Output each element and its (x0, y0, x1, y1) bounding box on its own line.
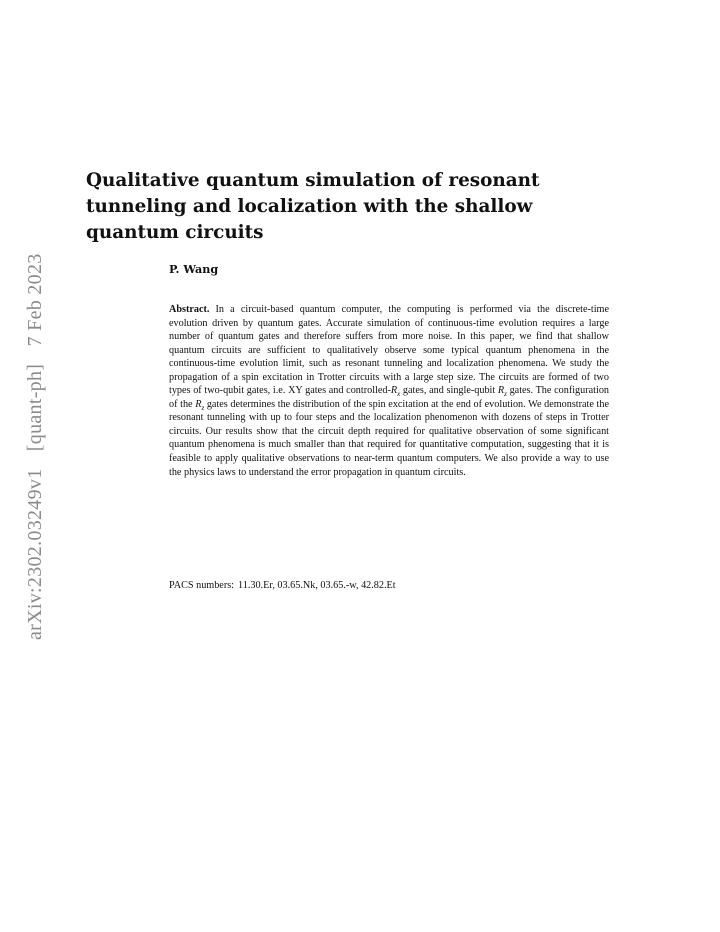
gate-rz-symbol: R (497, 385, 505, 397)
gate-rz-symbol-2: R (195, 398, 202, 410)
gate-rz-subscript: z (504, 390, 507, 399)
abstract-text-1: In a circuit-based quantum computer, the computing is performed via the discrete-time evolution driven by quantum gates. Accurate simulation of continuous-time evolution requires a large number of quantum gates and therefore suffers from more noise. In this paper, we find that shallow quantum circuits are sufficient to qualitatively observe some typical quantum phenomena in the continuous-time evolution limit, such as resonant tunneling and localization phenomena. We study the propagation of a spin excitation in Trotter circuits with a large step size. The circuits are formed of two types of two-qubit gates, i.e. XY gates and controlled- (169, 304, 609, 397)
gate-rx-subscript: x (397, 390, 401, 399)
gate-rx-symbol: R (390, 385, 398, 397)
abstract (169, 303, 609, 479)
arxiv-id: arXiv:2302.03249v1 (24, 468, 46, 640)
abstract-label: Abstract. (169, 304, 210, 315)
paper-author: P. Wang (169, 262, 219, 276)
abstract-text-3: gates. The configuration of the (169, 385, 610, 410)
pacs-label: PACS numbers: (169, 580, 235, 591)
abstract-text-2: gates, and single-qubit (400, 385, 498, 397)
arxiv-date: 7 Feb 2023 (24, 253, 46, 347)
abstract-text-4: gates determines the distribution of the spin excitation at the end of evolution. We demonstrate the resonant tunneling with up to four steps and the localization phenomenon with dozens of steps in Trotter circuits. Our results show that the circuit depth required for qualitative observation of some significant quantum phenomena is much smaller than that required for quantitative computation, suggesting that it is feasible to apply qualitative observations to near-term quantum computers. We also provide a way to use the physics laws to understand the error propagation in quantum circuits. (169, 398, 609, 478)
gate-rz-subscript-2: z (201, 403, 205, 412)
arxiv-sidebar-stamp (22, 241, 48, 640)
arxiv-category: [quant-ph] (24, 363, 46, 452)
pacs-values: 11.30.Er, 03.65.Nk, 03.65.-w, 42.82.Et (238, 580, 396, 591)
pacs-numbers (169, 580, 396, 591)
paper-title: Qualitative quantum simulation of resonant tunneling and localization with the shallow quantum circuits (86, 170, 540, 243)
